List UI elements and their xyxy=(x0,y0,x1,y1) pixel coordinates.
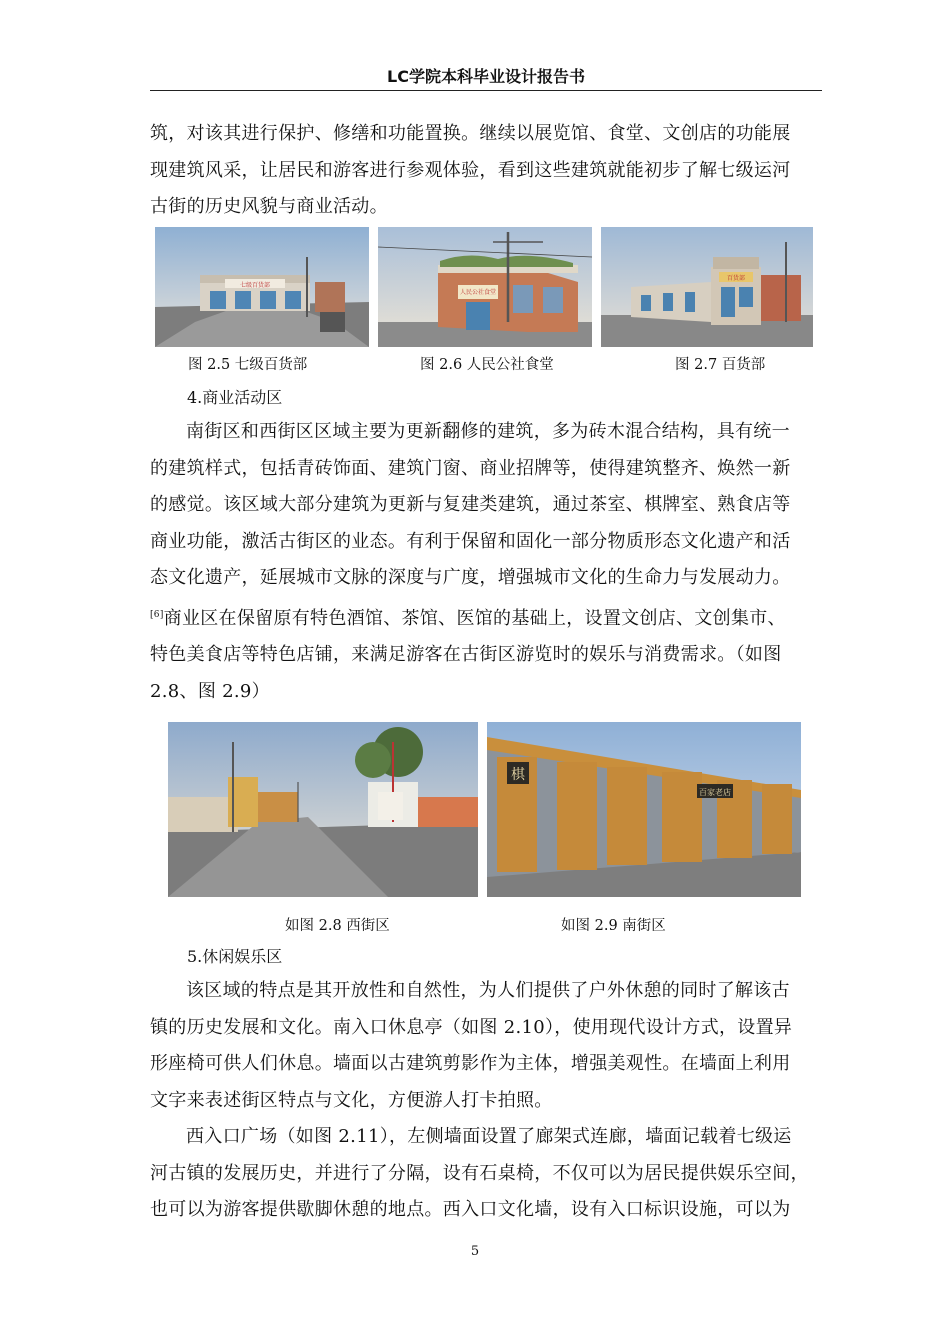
figure-2-6-caption: 图 2.6 人民公社食堂 xyxy=(420,357,554,373)
figure-2-9-caption: 如图 2.9 南街区 xyxy=(561,918,666,934)
text-line: 商业功能，激活古街区的业态。有利于保留和固化一部分物质形态文化遗产和活 xyxy=(150,530,791,552)
figure-2-9-sign-shop: 百家老店 xyxy=(699,788,731,797)
figure-2-5-caption: 图 2.5 七级百货部 xyxy=(188,357,308,373)
paragraph-1 xyxy=(150,116,822,226)
figure-2-7-photo xyxy=(601,227,813,347)
figure-2-7-sign: 百货部 xyxy=(726,275,746,282)
page-number: 5 xyxy=(470,1244,480,1259)
figure-2-5-photo xyxy=(155,227,369,347)
running-header: LC学院本科毕业设计报告书 xyxy=(387,67,585,86)
text-line: 态文化遗产，延展城市文脉的深度与广度，增强城市文化的生命力与发展动力。 xyxy=(150,567,791,588)
figure-2-7-caption: 图 2.7 百货部 xyxy=(675,357,766,373)
text-line xyxy=(150,597,822,638)
section-5-heading: 5.休闲娱乐区 xyxy=(187,947,283,966)
citation-ref: [6] xyxy=(150,609,164,620)
text-line: 2.8、图 2.9） xyxy=(150,680,270,702)
text-line: 该区域的特点是其开放性和自然性，为人们提供了户外休憩的同时了解该古 xyxy=(186,980,790,1001)
paragraph-2 xyxy=(150,414,822,710)
figure-2-8-caption: 如图 2.8 西街区 xyxy=(285,918,390,934)
text-line: 特色美食店等特色店铺，来满足游客在古街区游览时的娱乐与消费需求。（如图 xyxy=(150,644,782,665)
text-line: 古街的历史风貌与商业活动。 xyxy=(150,196,388,217)
figure-2-5-sign: 七级百货部 xyxy=(239,282,271,289)
text-line: 现建筑风采，让居民和游客进行参观体验，看到这些建筑就能初步了解七级运河 xyxy=(150,159,791,181)
text-line: 南街区和西街区区域主要为更新翻修的建筑，多为砖木混合结构，具有统一 xyxy=(186,421,790,442)
header-rule xyxy=(150,90,822,91)
section-4-heading: 4.商业活动区 xyxy=(187,388,283,407)
text-line: 的感觉。该区域大部分建筑为更新与复建类建筑，通过茶室、棋牌室、熟食店等 xyxy=(150,494,791,515)
text-span: 商业区在保留原有特色酒馆、茶馆、医馆的基础上，设置文创店、文创集市、 xyxy=(163,607,786,629)
text-line: 文字来表述街区特点与文化，方便游人打卡拍照。 xyxy=(150,1089,553,1111)
text-line: 也可以为游客提供歇脚休憩的地点。西入口文化墙，设有入口标识设施，可以为 xyxy=(150,1199,791,1220)
text-line: 筑，对该其进行保护、修缮和功能置换。继续以展览馆、食堂、文创店的功能展 xyxy=(150,123,791,144)
text-line: 的建筑样式，包括青砖饰面、建筑门窗、商业招牌等，使得建筑整齐、焕然一新 xyxy=(150,457,791,479)
text-line: 河古镇的发展历史，并进行了分隔，设有石桌椅，不仅可以为居民提供娱乐空间， xyxy=(150,1162,809,1184)
paragraph-3 xyxy=(150,973,822,1119)
figure-2-6-sign: 人民公社食堂 xyxy=(459,289,497,296)
text-line: 镇的历史发展和文化。南入口休息亭（如图 2.10），使用现代设计方式，设置异 xyxy=(150,1016,793,1038)
text-line: 形座椅可供人们休息。墙面以古建筑剪影作为主体，增强美观性。在墙面上利用 xyxy=(150,1053,791,1074)
figure-2-9-photo xyxy=(487,722,801,897)
figure-2-9-sign-chess: 棋 xyxy=(511,767,525,783)
text-line: 西入口广场（如图 2.11），左侧墙面设置了廊架式连廊，墙面记载着七级运 xyxy=(186,1126,792,1147)
figure-2-8-photo xyxy=(168,722,478,897)
paragraph-4 xyxy=(150,1119,822,1229)
figure-2-6-photo xyxy=(378,227,592,347)
